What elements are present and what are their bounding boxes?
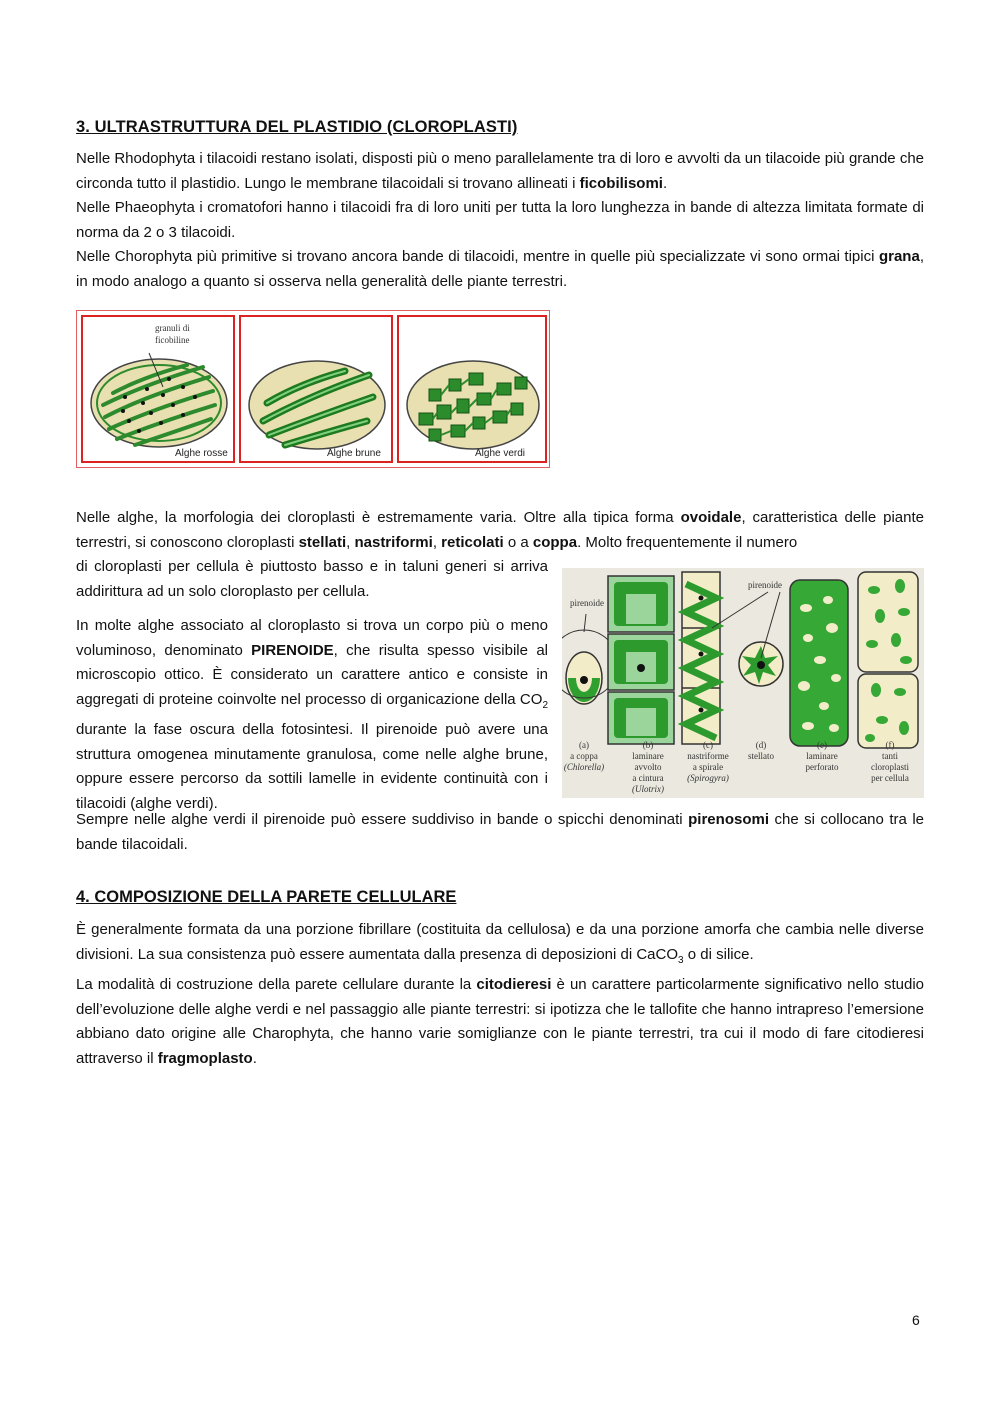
- svg-text:laminare: laminare: [632, 751, 664, 761]
- red-algae-chloroplast-drawing: [83, 317, 233, 461]
- section-4-title: 4. COMPOSIZIONE DELLA PARETE CELLULARE: [76, 888, 457, 906]
- paragraph-morphology-full: Nelle alghe, la morfologia dei cloroplasti è estremamente varia. Oltre alla tipica forma ovoidale, caratteristica delle piante terrestri, si conoscono cloroplasti stellati, nastriformi, reticolati o a coppa. Molto frequentemente il numero: [76, 509, 924, 551]
- caption-brown-algae: Alghe brune: [327, 448, 381, 459]
- svg-text:a spirale: a spirale: [692, 762, 724, 772]
- paragraph-rhodophyta: Nelle Rhodophyta i tilacoidi restano isolati, disposti più o meno parallelamente tra di loro e avvolti da un tilacoide più grande che circonda tutto il plastidio. Lungo le membrane tilacoidali si trovano allineati i ficobilisomi.: [76, 150, 924, 192]
- paragraph-phaeophyta: Nelle Phaeophyta i cromatofori hanno i tilacoidi fra di loro uniti per tutta la loro lunghezza in bande di altezza limitata formate di norma da 2 o 3 tilacoidi.: [76, 199, 924, 241]
- svg-text:(f): (f): [885, 740, 895, 750]
- svg-text:(Ulotrix): (Ulotrix): [632, 784, 664, 794]
- paragraph-pyrenoid-tail: Sempre nelle alghe verdi il pirenoide può essere suddiviso in bande o spicchi denominati pirenosomi che si collocano tra le bande tilacoidali.: [76, 811, 924, 853]
- label-granuli: granuli di: [155, 323, 190, 333]
- svg-text:a cintura: a cintura: [632, 773, 664, 783]
- section-4: [76, 886, 924, 1071]
- svg-text:(Chlorella): (Chlorella): [563, 762, 605, 772]
- page-content: [76, 118, 924, 502]
- paragraph-cytokinesis: La modalità di costruzione della parete cellulare durante la citodieresi è un carattere particolarmente significativo nello studio dell’evoluzione delle alghe verdi e nel passaggio alle piante terrestri: si ipotizza che le tallofite che hanno intrapreso l’emersione abbiano dato origine alle Charophyta, che hanno varie somiglianze con le piante terrestri, tra cui il modo di fare citodieresi attraverso il fragmoplasto.: [76, 976, 924, 1067]
- svg-text:(e): (e): [817, 740, 827, 750]
- chloroplast-morphology-figure: [562, 568, 924, 798]
- svg-text:stellato: stellato: [748, 751, 774, 761]
- svg-text:tanti: tanti: [882, 751, 898, 761]
- svg-text:laminare: laminare: [806, 751, 838, 761]
- label-pirenoide-left: pirenoide: [570, 598, 604, 608]
- caption-green-algae: Alghe verdi: [475, 448, 526, 459]
- svg-text:(c): (c): [703, 740, 713, 750]
- svg-text:(Spirogyra): (Spirogyra): [687, 773, 729, 783]
- panel-green-algae: [397, 315, 547, 463]
- svg-text:avvolto: avvolto: [634, 762, 662, 772]
- paragraph-pyrenoid: In molte alghe associato al cloroplasto si trova un corpo più o meno voluminoso, denominato PIRENOIDE, che risulta spesso visibile al microscopio ottico. È considerato un carattere antico e consiste in aggregati di proteine coinvolte nel processo di organicazione della $CO_2$ durante la fase oscura della fotosintesi. Il pirenoide può avere una struttura omogenea minutamente granulosa, come nelle alghe brune, oppure essere percorso da sottili lamelle in evidente continuità con i tilacoidi (alghe verdi).: [76, 617, 549, 812]
- paragraph-morphology-wrap: di cloroplasti per cellula è piuttosto basso e in taluni generi si arriva addirittura ad un solo cloroplasto per cellula.: [76, 558, 548, 600]
- paragraph-cell-wall: È generalmente formata da una porzione fibrillare (costituita da cellulosa) e da una porzione amorfa che cambia nelle diverse divisioni. La sua consistenza può essere aumentata dalla presenza di deposizioni di CaCO$_3$ o di silice.: [76, 921, 924, 966]
- page-number: 6: [912, 1312, 920, 1328]
- label-ficobiline: ficobiline: [155, 335, 190, 345]
- svg-text:cloroplasti: cloroplasti: [871, 762, 909, 772]
- paragraph-chlorophyta: Nelle Chorophyta più primitive si trovano ancora bande di tilacoidi, mentre in quelle più specializzate vi sono ormai tipici grana, in modo analogo a quanto si osserva nella generalità delle piante terrestri.: [76, 248, 924, 290]
- svg-text:(a): (a): [579, 740, 589, 750]
- caption-red-algae: Alghe rosse: [175, 448, 228, 459]
- svg-text:(d): (d): [755, 740, 767, 750]
- chloroplast-figure: [76, 310, 550, 468]
- brown-algae-chloroplast-drawing: [241, 317, 391, 461]
- panel-red-algae: [81, 315, 235, 463]
- green-algae-chloroplast-drawing: [399, 317, 545, 461]
- morphology-drawing: [562, 568, 924, 798]
- panel-brown-algae: [239, 315, 393, 463]
- section-3-title: 3. ULTRASTRUTTURA DEL PLASTIDIO (CLOROPLASTI): [76, 118, 518, 136]
- svg-text:per cellula: per cellula: [871, 773, 909, 783]
- svg-text:a coppa: a coppa: [570, 751, 598, 761]
- svg-text:nastriforme: nastriforme: [687, 751, 729, 761]
- svg-text:(b): (b): [642, 740, 654, 750]
- label-pirenoide-right: pirenoide: [748, 580, 782, 590]
- svg-text:perforato: perforato: [805, 762, 839, 772]
